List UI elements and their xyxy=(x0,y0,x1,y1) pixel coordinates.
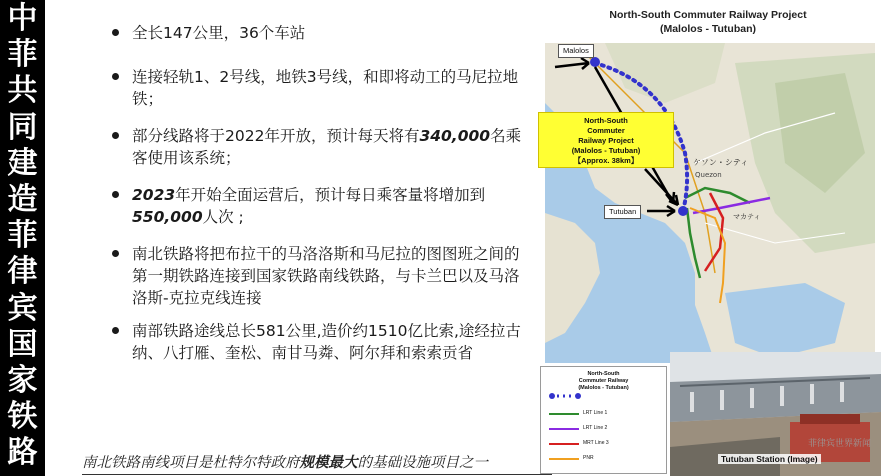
bullet-text: 南北铁路将把布拉干的马洛洛斯和马尼拉的图图班之间的第一期铁路连接到国家铁路南线铁路，与卡兰巴以及马洛洛斯-克拉克线连接 xyxy=(132,245,520,307)
station-caption: Tutuban Station (Image) xyxy=(718,454,821,464)
watermark: 菲律宾世界新闻 xyxy=(808,439,872,449)
label-tutuban: Tutuban xyxy=(604,205,641,219)
vertical-title-char: 菲 xyxy=(7,37,38,73)
callout-line-1: North-South xyxy=(584,116,628,125)
bullet-dot xyxy=(112,29,119,36)
bullet-text: 人次 ; xyxy=(202,208,244,226)
bullet-item xyxy=(106,22,524,44)
bullet-text: 340,000 xyxy=(419,127,491,145)
bullet-dot xyxy=(112,73,119,80)
legend-item-mrt3 xyxy=(549,439,664,449)
vertical-title-bar xyxy=(0,0,45,476)
legend-title-line1: North-South xyxy=(587,371,620,377)
vertical-title-char: 中 xyxy=(7,1,38,36)
bullet-text: 名乘客使用该系统； xyxy=(132,127,522,167)
bullet-item xyxy=(106,320,524,364)
vertical-title-char: 路 xyxy=(7,435,38,471)
legend-label-lrt2: LRT Line 2 xyxy=(583,425,608,431)
bullet-item xyxy=(106,243,524,309)
bullet-item xyxy=(106,125,524,169)
bullet-text: 2023 xyxy=(132,186,176,204)
callout-line-5: 【Approx. 38km】 xyxy=(573,156,639,165)
bullet-dot xyxy=(112,191,119,198)
legend-line-mrt3 xyxy=(549,443,579,445)
footer-text-after: 的基础设施项目之一 xyxy=(357,455,488,471)
city-label-quezon-jp: ケソン・シティ xyxy=(693,158,749,167)
legend-item-lrt2 xyxy=(549,424,664,434)
vertical-title-char: 宾 xyxy=(7,290,38,326)
legend-item-nscr xyxy=(549,391,664,401)
legend-label-mrt3: MRT Line 3 xyxy=(583,440,609,446)
vertical-title-char: 造 xyxy=(7,182,38,217)
callout-line-3: Railway Project xyxy=(578,136,634,145)
map-title-line1: North-South Commuter Railway Project xyxy=(609,9,807,21)
city-label-quezon: Quezon xyxy=(695,171,722,179)
legend-dotted-line xyxy=(549,391,581,401)
bullet-dot xyxy=(112,327,119,334)
bullet-text: 连接轻轨1、2号线，地铁3号线，和即将动工的马尼拉地铁； xyxy=(132,68,519,108)
bullet-text: 全长147公里，36个车站 xyxy=(132,24,306,42)
bullet-item xyxy=(106,66,524,110)
legend-label-lrt1: LRT Line 1 xyxy=(583,410,608,416)
vertical-title-char: 律 xyxy=(7,254,38,290)
vertical-title-char: 国 xyxy=(7,326,38,362)
footer-text-bold: 规模最大 xyxy=(299,454,358,471)
label-malolos: Malolos xyxy=(558,44,594,58)
bullet-text: 年开始全面运营后，预计每日乘客量将增加到 xyxy=(175,186,486,204)
vertical-title-char: 建 xyxy=(7,145,38,181)
legend-title xyxy=(541,371,666,392)
bullet-text: 部分线路将于2022年开放，预计每天将有 xyxy=(132,127,420,145)
map-title-line2: (Malolos - Tutuban) xyxy=(659,23,757,35)
bullet-dot xyxy=(112,132,119,139)
map-legend xyxy=(540,366,667,474)
city-label-makati-jp: マカティ xyxy=(733,213,761,221)
vertical-title-char: 共 xyxy=(7,73,38,109)
vertical-title-char: 铁 xyxy=(7,399,38,435)
bullet-dot xyxy=(112,250,119,257)
legend-label-pnr: PNR xyxy=(583,455,594,461)
bullet-item xyxy=(106,184,524,228)
map-title xyxy=(535,8,881,36)
legend-line-lrt2 xyxy=(549,428,579,430)
route-map-image xyxy=(545,43,875,363)
callout-line-2: Commuter xyxy=(587,126,625,135)
footer-text-before: 南北铁路南线项目是杜特尔特政府 xyxy=(82,455,300,471)
footer-note xyxy=(82,452,552,475)
vertical-title-char: 菲 xyxy=(7,218,38,254)
bullet-text: 550,000 xyxy=(132,208,203,226)
legend-item-lrt1 xyxy=(549,409,664,419)
legend-line-pnr xyxy=(549,458,579,460)
legend-line-lrt1 xyxy=(549,413,579,415)
bullet-text: 南部铁路途线总长581公里,造价约1510亿比索,途经拉古纳、八打雁、奎松、南甘马粦、阿尔拜和索索贡省 xyxy=(132,322,521,362)
vertical-title-char: 同 xyxy=(7,109,38,145)
legend-title-line2: Commuter Railway xyxy=(578,378,629,384)
route-callout-box xyxy=(538,112,674,168)
vertical-title-char: 家 xyxy=(7,363,38,398)
callout-line-4: (Malolos - Tutuban) xyxy=(571,146,641,155)
legend-item-pnr xyxy=(549,454,664,464)
legend-title-line3: (Malolos - Tutuban) xyxy=(578,385,629,391)
